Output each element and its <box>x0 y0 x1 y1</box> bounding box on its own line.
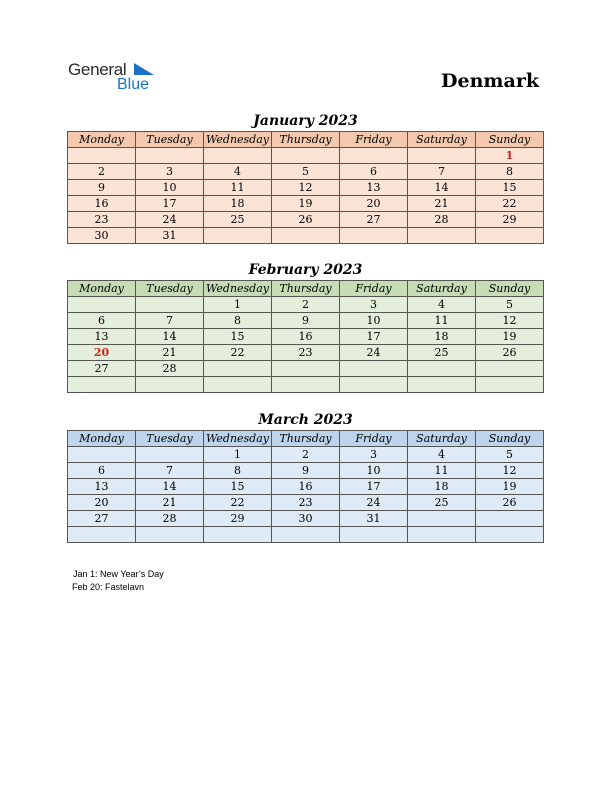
day-cell: 5 <box>476 297 544 313</box>
week-row <box>68 228 544 244</box>
day-cell <box>272 527 340 543</box>
day-cell <box>204 361 272 377</box>
day-cell <box>136 377 204 393</box>
weekday-header: Tuesday <box>136 281 204 297</box>
day-cell: 31 <box>136 228 204 244</box>
day-cell <box>340 361 408 377</box>
day-cell: 1 <box>204 447 272 463</box>
day-cell: 23 <box>272 495 340 511</box>
day-cell: 5 <box>476 447 544 463</box>
day-cell: 27 <box>68 361 136 377</box>
day-cell: 2 <box>272 297 340 313</box>
weekday-header-row <box>68 431 544 447</box>
weekday-header: Monday <box>68 132 136 148</box>
weekday-header: Sunday <box>476 132 544 148</box>
day-cell <box>204 377 272 393</box>
day-cell: 7 <box>408 164 476 180</box>
day-cell: 29 <box>204 511 272 527</box>
day-cell <box>68 377 136 393</box>
day-cell: 28 <box>408 212 476 228</box>
day-cell: 21 <box>408 196 476 212</box>
day-cell: 13 <box>68 479 136 495</box>
week-row <box>68 212 544 228</box>
country-title: Denmark <box>441 70 539 92</box>
month-february <box>67 260 544 393</box>
weekday-header-row <box>68 132 544 148</box>
day-cell: 18 <box>408 329 476 345</box>
week-row <box>68 329 544 345</box>
day-cell: 26 <box>476 345 544 361</box>
day-cell: 24 <box>340 345 408 361</box>
day-cell: 19 <box>476 329 544 345</box>
week-row <box>68 297 544 313</box>
day-cell: 4 <box>204 164 272 180</box>
month-january <box>67 111 544 244</box>
weekday-header: Sunday <box>476 281 544 297</box>
day-cell <box>136 527 204 543</box>
weekday-header: Monday <box>68 281 136 297</box>
day-cell: 22 <box>476 196 544 212</box>
day-cell <box>408 377 476 393</box>
day-cell <box>68 148 136 164</box>
weekday-header: Wednesday <box>204 132 272 148</box>
week-row <box>68 495 544 511</box>
day-cell: 16 <box>68 196 136 212</box>
calendar-table <box>67 131 544 244</box>
day-cell <box>272 228 340 244</box>
weekday-header: Wednesday <box>204 281 272 297</box>
day-cell <box>204 527 272 543</box>
week-row <box>68 345 544 361</box>
day-cell: 19 <box>272 196 340 212</box>
day-cell: 1 <box>476 148 544 164</box>
day-cell: 12 <box>476 463 544 479</box>
day-cell <box>204 148 272 164</box>
weekday-header: Thursday <box>272 281 340 297</box>
day-cell: 9 <box>68 180 136 196</box>
weekday-header: Saturday <box>408 281 476 297</box>
day-cell: 1 <box>204 297 272 313</box>
logo-text-blue: Blue <box>117 76 150 93</box>
day-cell <box>340 148 408 164</box>
day-cell: 21 <box>136 345 204 361</box>
day-cell <box>408 361 476 377</box>
week-row <box>68 463 544 479</box>
day-cell <box>476 377 544 393</box>
month-march <box>67 410 544 543</box>
day-cell <box>272 361 340 377</box>
day-cell: 8 <box>204 463 272 479</box>
day-cell: 14 <box>136 479 204 495</box>
day-cell: 31 <box>340 511 408 527</box>
day-cell: 28 <box>136 511 204 527</box>
day-cell: 30 <box>272 511 340 527</box>
weekday-header: Wednesday <box>204 431 272 447</box>
day-cell: 4 <box>408 297 476 313</box>
weekday-header: Thursday <box>272 431 340 447</box>
day-cell: 25 <box>408 345 476 361</box>
day-cell: 23 <box>272 345 340 361</box>
logo-triangle-icon <box>132 63 156 77</box>
weekday-header: Tuesday <box>136 132 204 148</box>
day-cell: 22 <box>204 495 272 511</box>
day-cell: 13 <box>68 329 136 345</box>
weekday-header: Monday <box>68 431 136 447</box>
day-cell: 17 <box>340 479 408 495</box>
weekday-header: Saturday <box>408 132 476 148</box>
day-cell <box>136 447 204 463</box>
holiday-notes <box>73 568 164 594</box>
day-cell: 19 <box>476 479 544 495</box>
day-cell: 26 <box>272 212 340 228</box>
weekday-header: Sunday <box>476 431 544 447</box>
day-cell: 6 <box>340 164 408 180</box>
day-cell <box>68 527 136 543</box>
day-cell <box>476 527 544 543</box>
day-cell: 25 <box>408 495 476 511</box>
day-cell: 10 <box>340 463 408 479</box>
calendar-table <box>67 280 544 393</box>
weekday-header: Thursday <box>272 132 340 148</box>
day-cell: 6 <box>68 313 136 329</box>
day-cell: 15 <box>204 479 272 495</box>
day-cell: 22 <box>204 345 272 361</box>
day-cell <box>408 228 476 244</box>
day-cell <box>68 447 136 463</box>
day-cell: 7 <box>136 313 204 329</box>
day-cell: 9 <box>272 313 340 329</box>
day-cell: 24 <box>136 212 204 228</box>
day-cell: 5 <box>272 164 340 180</box>
day-cell: 25 <box>204 212 272 228</box>
day-cell: 6 <box>68 463 136 479</box>
calendar-table <box>67 430 544 543</box>
day-cell <box>408 527 476 543</box>
week-row <box>68 164 544 180</box>
day-cell <box>136 148 204 164</box>
day-cell: 15 <box>476 180 544 196</box>
day-cell: 28 <box>136 361 204 377</box>
day-cell: 11 <box>408 313 476 329</box>
day-cell: 17 <box>136 196 204 212</box>
day-cell: 30 <box>68 228 136 244</box>
day-cell: 20 <box>68 345 136 361</box>
week-row <box>68 180 544 196</box>
day-cell <box>476 228 544 244</box>
day-cell: 11 <box>204 180 272 196</box>
day-cell <box>136 297 204 313</box>
day-cell: 11 <box>408 463 476 479</box>
week-row <box>68 361 544 377</box>
day-cell <box>272 148 340 164</box>
day-cell: 8 <box>476 164 544 180</box>
month-title: March 2023 <box>258 412 353 428</box>
month-title: January 2023 <box>253 113 358 129</box>
weekday-header: Friday <box>340 431 408 447</box>
day-cell: 24 <box>340 495 408 511</box>
generalblue-logo <box>68 60 168 96</box>
day-cell: 21 <box>136 495 204 511</box>
week-row <box>68 479 544 495</box>
holiday-note: Feb 20: Fastelavn <box>72 582 145 592</box>
day-cell: 23 <box>68 212 136 228</box>
day-cell: 3 <box>340 297 408 313</box>
weekday-header: Friday <box>340 132 408 148</box>
day-cell: 12 <box>272 180 340 196</box>
day-cell: 3 <box>340 447 408 463</box>
day-cell: 18 <box>204 196 272 212</box>
weekday-header: Tuesday <box>136 431 204 447</box>
day-cell <box>68 297 136 313</box>
week-row <box>68 196 544 212</box>
holiday-note: Jan 1: New Year’s Day <box>73 569 164 579</box>
day-cell: 20 <box>68 495 136 511</box>
day-cell <box>476 361 544 377</box>
day-cell <box>340 228 408 244</box>
month-title: February 2023 <box>248 262 363 278</box>
day-cell <box>408 148 476 164</box>
logo-text-general: General <box>68 60 127 79</box>
week-row <box>68 527 544 543</box>
day-cell: 13 <box>340 180 408 196</box>
weekday-header-row <box>68 281 544 297</box>
day-cell: 27 <box>340 212 408 228</box>
day-cell: 14 <box>408 180 476 196</box>
week-row <box>68 447 544 463</box>
day-cell: 15 <box>204 329 272 345</box>
weekday-header: Saturday <box>408 431 476 447</box>
weekday-header: Friday <box>340 281 408 297</box>
day-cell: 16 <box>272 329 340 345</box>
day-cell: 2 <box>68 164 136 180</box>
week-row <box>68 511 544 527</box>
day-cell: 20 <box>340 196 408 212</box>
day-cell <box>204 228 272 244</box>
week-row <box>68 377 544 393</box>
day-cell: 7 <box>136 463 204 479</box>
day-cell: 10 <box>340 313 408 329</box>
day-cell: 10 <box>136 180 204 196</box>
day-cell: 3 <box>136 164 204 180</box>
day-cell: 2 <box>272 447 340 463</box>
day-cell <box>476 511 544 527</box>
day-cell <box>340 527 408 543</box>
day-cell: 9 <box>272 463 340 479</box>
day-cell <box>340 377 408 393</box>
day-cell: 17 <box>340 329 408 345</box>
day-cell: 29 <box>476 212 544 228</box>
day-cell: 12 <box>476 313 544 329</box>
week-row <box>68 313 544 329</box>
day-cell: 16 <box>272 479 340 495</box>
day-cell <box>272 377 340 393</box>
day-cell: 26 <box>476 495 544 511</box>
day-cell <box>408 511 476 527</box>
day-cell: 4 <box>408 447 476 463</box>
day-cell: 8 <box>204 313 272 329</box>
day-cell: 14 <box>136 329 204 345</box>
day-cell: 27 <box>68 511 136 527</box>
day-cell: 18 <box>408 479 476 495</box>
week-row <box>68 148 544 164</box>
